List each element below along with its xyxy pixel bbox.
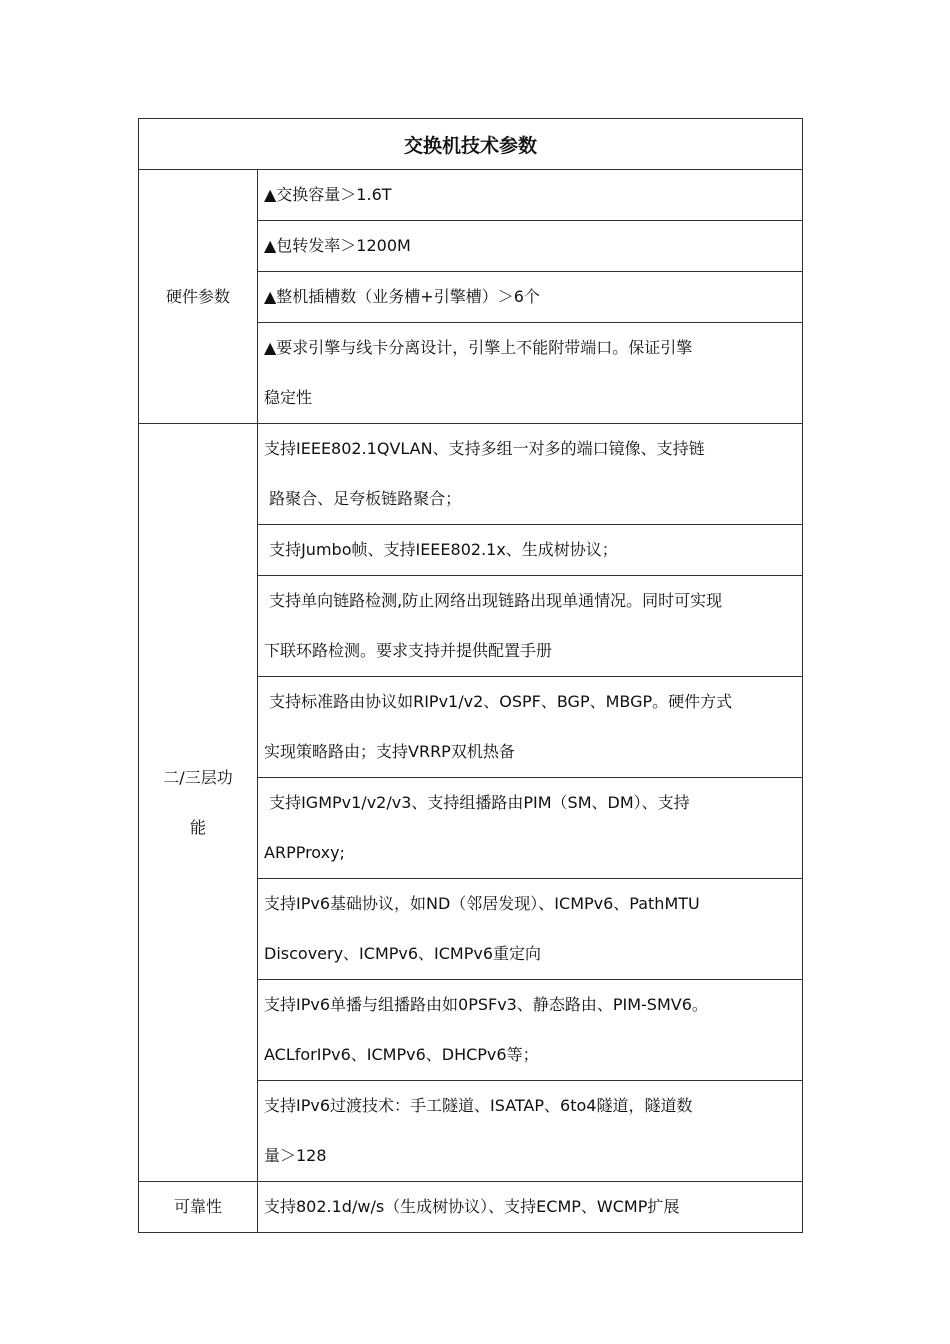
table-row [139, 1182, 803, 1233]
spec-item-line: 支持单向链路检测,防止网络出现链路出现单通情况。同时可实现 [264, 591, 723, 610]
spec-item-cell [258, 677, 803, 778]
spec-table-body [139, 119, 803, 1233]
category-cell [139, 424, 258, 1182]
spec-item-cell [258, 778, 803, 879]
spec-item-line: 支持IPv6单播与组播路由如0PSFv3、静态路由、PIM-SMV6。 [264, 995, 708, 1014]
spec-table [138, 118, 803, 1233]
spec-item-line: ▲交换容量＞1.6T [264, 185, 392, 204]
table-title: 交换机技术参数 [139, 119, 803, 170]
spec-item-line: ▲要求引擎与线卡分离设计，引擎上不能附带端口。保证引擎 [264, 338, 693, 357]
category-label-line: 可靠性 [173, 1197, 222, 1216]
spec-item-line: 支持Jumbo帧、支持IEEE802.1x、生成树协议； [264, 540, 618, 559]
spec-item-line: Discovery、ICMPv6、ICMPv6重定向 [264, 944, 542, 963]
spec-item-line: ▲整机插槽数（业务槽+引擎槽）＞6个 [264, 287, 540, 306]
category-label-line: 二/三层功 [163, 767, 233, 787]
spec-item-line: 量＞128 [264, 1146, 327, 1165]
spec-item-cell [258, 170, 803, 221]
category-cell [139, 170, 258, 424]
spec-item-line: 支持标准路由协议如RIPv1/v2、OSPF、BGP、MBGP。硬件方式 [264, 692, 733, 711]
spec-item-line: ARPProxy; [264, 843, 345, 862]
category-label-line: 硬件参数 [165, 286, 230, 306]
spec-item-line: 实现策略路由；支持VRRP双机热备 [264, 742, 515, 761]
spec-item-line: 支持802.1d/w/s（生成树协议）、支持ECMP、WCMP扩展 [264, 1197, 680, 1216]
spec-item-cell [258, 1081, 803, 1182]
spec-item-cell [258, 879, 803, 980]
spec-item-cell [258, 221, 803, 272]
spec-item-cell [258, 424, 803, 525]
spec-item-line: 支持IPv6基础协议，如ND（邻居发现）、ICMPv6、PathMTU [264, 894, 700, 913]
category-cell [139, 1182, 258, 1233]
spec-item-line: 支持IEEE802.1QVLAN、支持多组一对多的端口镜像、支持链 [264, 439, 705, 458]
category-label-line: 能 [189, 817, 206, 837]
spec-item-line: 路聚合、足夸板链路聚合； [264, 489, 462, 508]
spec-item-line: 下联环路检测。要求支持并提供配置手册 [264, 641, 553, 660]
spec-item-cell [258, 1182, 803, 1233]
spec-item-line: ▲包转发率＞1200M [264, 236, 411, 255]
spec-item-line: 支持IPv6过渡技术：手工隧道、ISATAP、6to4隧道，隧道数 [264, 1096, 693, 1115]
spec-item-cell [258, 980, 803, 1081]
table-row [139, 424, 803, 525]
spec-item-line: 支持IGMPv1/v2/v3、支持组播路由PIM（SM、DM）、支持 [264, 793, 690, 812]
spec-item-cell [258, 576, 803, 677]
spec-item-line: ACLforIPv6、ICMPv6、DHCPv6等； [264, 1045, 539, 1064]
title-row [139, 119, 803, 170]
spec-item-line: 稳定性 [264, 388, 313, 407]
spec-item-cell [258, 525, 803, 576]
spec-item-cell [258, 323, 803, 424]
spec-item-cell [258, 272, 803, 323]
table-row [139, 170, 803, 221]
